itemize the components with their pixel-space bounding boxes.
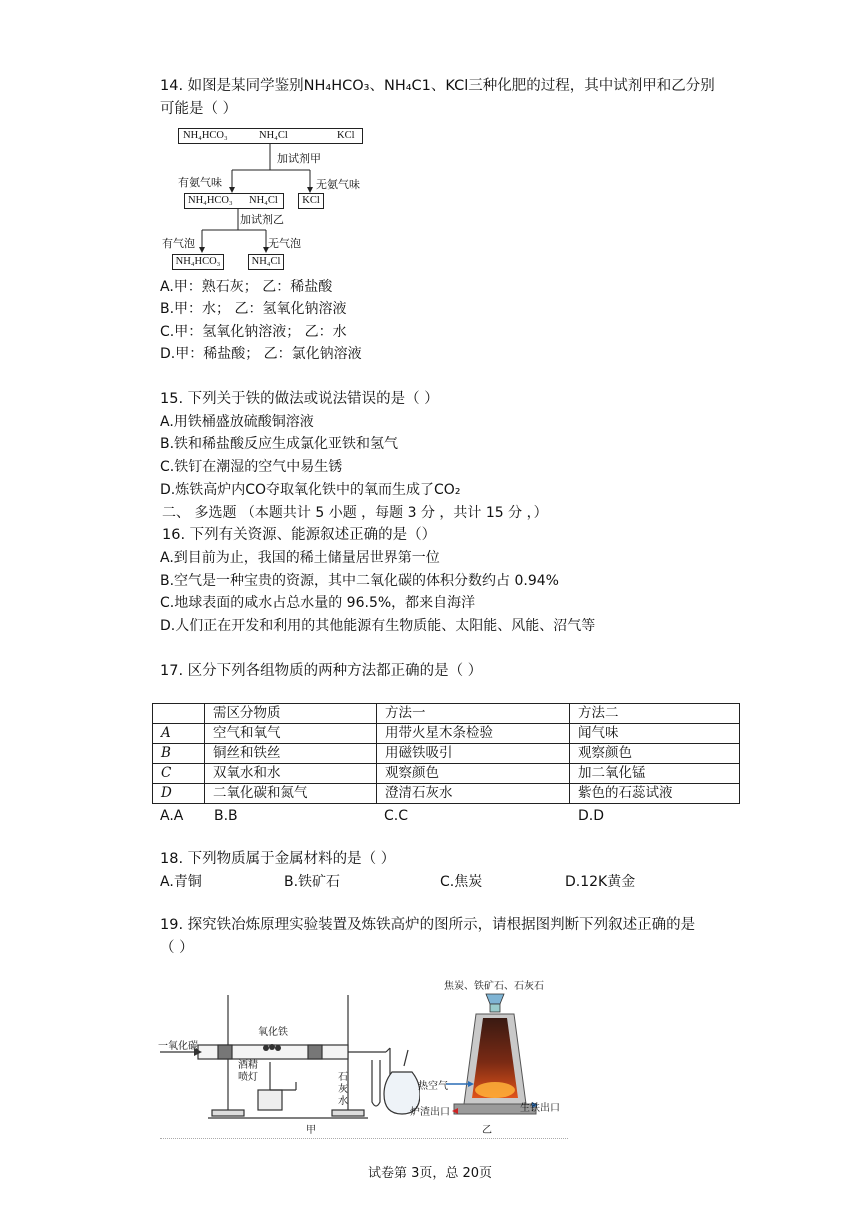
q17-answer-a: A.A <box>160 808 184 824</box>
q15-option-a: A.用铁桶盛放硫酸铜溶液 <box>160 414 314 430</box>
hot-air-label: 热空气 <box>418 1081 448 1092</box>
chart-kcl-box: KCl <box>298 193 324 209</box>
top-box-item-3: KCl <box>337 130 355 141</box>
q16-stem: 16. 下列有关资源、能源叙述正确的是（） <box>162 527 437 543</box>
table-cell: 观察颜色 <box>570 744 740 764</box>
q18-option-c: C.焦炭 <box>440 874 483 890</box>
q14-stem-line2: 可能是（ ） <box>160 101 238 117</box>
fe2o3-label: 氧化铁 <box>258 1027 288 1038</box>
mid-box-item-2: NH₄Cl <box>249 195 278 206</box>
lamp-label: 酒精喷灯 <box>238 1060 258 1083</box>
table-cell: 双氧水和水 <box>205 764 377 784</box>
q15-option-d: D.炼铁高炉内CO夺取氧化铁中的氧而生成了CO₂ <box>160 482 461 498</box>
limewater-label: 石灰水 <box>338 1072 348 1107</box>
table-header-cell <box>153 704 205 724</box>
q17-stem: 17. 区分下列各组物质的两种方法都正确的是（ ） <box>160 663 483 679</box>
q17-answer-d: D.D <box>578 808 605 824</box>
q15-stem: 15. 下列关于铁的做法或说法错误的是（ ） <box>160 391 439 407</box>
section-multi-choice-heading: 二、 多选题 （本题共计 5 小题 ，每题 3 分 ，共计 15 分 ，） <box>162 505 548 521</box>
co-label: 一氧化碳 <box>158 1041 198 1052</box>
table-cell: 观察颜色 <box>377 764 570 784</box>
q16-option-d: D.人们正在开发和利用的其他能源有生物质能、太阳能、风能、沼气等 <box>160 618 596 634</box>
q16-option-a: A.到目前为止，我国的稀土储量居世界第一位 <box>160 550 440 566</box>
chart-mid-box <box>184 193 284 209</box>
table-cell: 澄清石灰水 <box>377 784 570 804</box>
table-row <box>153 764 740 784</box>
q17-answer-c: C.C <box>384 808 409 824</box>
q14-option-a: A.甲：熟石灰； 乙：稀盐酸 <box>160 279 333 295</box>
q17-answer-b: B.B <box>214 808 238 824</box>
right-branch2-label: 无气泡 <box>268 237 301 250</box>
table-cell: A <box>153 724 205 744</box>
q16-option-c: C.地球表面的咸水占总水量的 96.5%，都来自海洋 <box>160 595 476 611</box>
table-header-cell: 方法二 <box>570 704 740 724</box>
table-header-cell: 方法一 <box>377 704 570 724</box>
q15-option-b: B.铁和稀盐酸反应生成氯化亚铁和氢气 <box>160 436 399 452</box>
top-box-item-1: NH₄HCO₃ <box>183 130 228 141</box>
table-cell: 铜丝和铁丝 <box>205 744 377 764</box>
figure-jia-caption: 甲 <box>306 1125 316 1136</box>
table-cell: 紫色的石蕊试液 <box>570 784 740 804</box>
chart-bottom-right-box: NH₄Cl <box>248 254 284 270</box>
left-branch2-label: 有气泡 <box>162 237 195 250</box>
table-cell: 用磁铁吸引 <box>377 744 570 764</box>
q18-option-b: B.铁矿石 <box>284 874 341 890</box>
figure-yi-caption: 乙 <box>482 1125 492 1136</box>
step2-label: 加试剂乙 <box>240 213 284 226</box>
table-cell: 二氧化碳和氮气 <box>205 784 377 804</box>
table-cell: B <box>153 744 205 764</box>
figure-divider <box>160 1138 568 1139</box>
q14-option-b: B.甲：水； 乙：氢氧化钠溶液 <box>160 301 347 317</box>
q16-option-b: B.空气是一种宝贵的资源，其中二氧化碳的体积分数约占 0.94% <box>160 573 559 589</box>
table-cell: 用带火星木条检验 <box>377 724 570 744</box>
table-header-cell: 需区分物质 <box>205 704 377 724</box>
page-footer: 试卷第 3页，总 20页 <box>367 1166 493 1181</box>
right-branch-label: 无氨气味 <box>316 178 360 191</box>
table-cell: 空气和氧气 <box>205 724 377 744</box>
q18-stem: 18. 下列物质属于金属材料的是（ ） <box>160 851 396 867</box>
furnace-top-label: 焦炭、铁矿石、石灰石 <box>444 981 544 992</box>
iron-outlet-label: 生铁出口 <box>520 1103 560 1114</box>
step1-label: 加试剂甲 <box>277 152 321 165</box>
table-row <box>153 744 740 764</box>
table-cell: D <box>153 784 205 804</box>
mid-box-item-1: NH₄HCO₃ <box>188 195 233 206</box>
q15-option-c: C.铁钉在潮湿的空气中易生锈 <box>160 459 343 475</box>
q18-option-d: D.12K黄金 <box>565 874 636 890</box>
q14-option-d: D.甲：稀盐酸； 乙：氯化钠溶液 <box>160 346 362 362</box>
table-cell: C <box>153 764 205 784</box>
q18-option-a: A.青铜 <box>160 874 202 890</box>
q14-option-c: C.甲：氢氧化钠溶液； 乙：水 <box>160 324 347 340</box>
slag-outlet-label: 炉渣出口 <box>410 1107 450 1118</box>
table-row <box>153 784 740 804</box>
top-box-item-2: NH₄Cl <box>259 130 288 141</box>
figure-jia-apparatus <box>158 990 420 1130</box>
q14-stem-line1: 14. 如图是某同学鉴别NH₄HCO₃、NH₄C1、KCl三种化肥的过程，其中试剂甲和乙分别 <box>160 78 715 94</box>
chart-bottom-left-box: NH₄HCO₃ <box>172 254 224 270</box>
table-header-row <box>153 704 740 724</box>
q19-stem-line2: （ ） <box>160 940 194 956</box>
table-cell: 加二氧化锰 <box>570 764 740 784</box>
q17-table <box>152 703 740 804</box>
q19-stem-line1: 19. 探究铁冶炼原理实验装置及炼铁高炉的图所示，请根据图判断下列叙述正确的是 <box>160 917 696 933</box>
table-row <box>153 724 740 744</box>
left-branch-label: 有氨气味 <box>178 176 222 189</box>
table-cell: 闻气味 <box>570 724 740 744</box>
